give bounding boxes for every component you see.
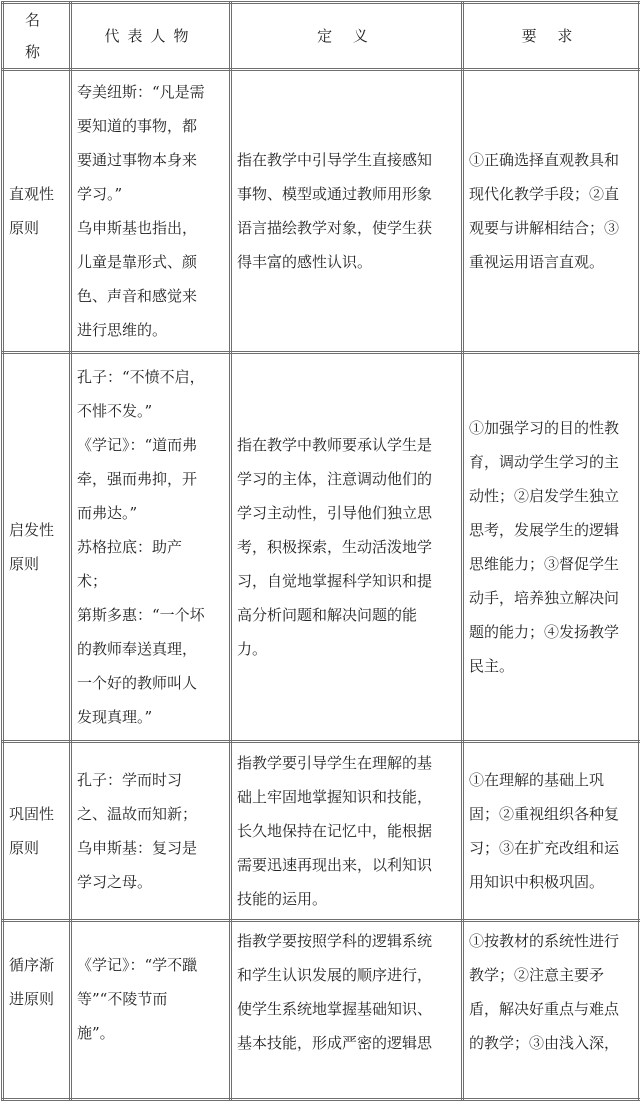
text-line: 高分析问题和解决问题的能 xyxy=(237,606,418,624)
requirements-cell xyxy=(463,70,640,353)
text-line: 孔子：学而时习 xyxy=(77,771,183,789)
representatives-cell xyxy=(71,742,231,921)
representatives-cell xyxy=(71,921,231,1100)
text-line: 不悱不发。” xyxy=(77,402,153,420)
definition-cell xyxy=(231,70,463,353)
text-line: 事物、模型或通过教师用形象 xyxy=(237,185,433,203)
text-line: 施”。 xyxy=(77,1024,115,1042)
text-line: 要知道的事物，都 xyxy=(77,117,198,135)
text-line: 指教学要按照学科的逻辑系统 xyxy=(237,932,433,950)
text-line: 技能的运用。 xyxy=(237,890,328,908)
principle-name-cell xyxy=(3,353,71,742)
text-line: 苏格拉底：助产 xyxy=(77,538,183,556)
text-line: ①加强学习的目的性教 xyxy=(469,419,620,437)
requirements-cell xyxy=(463,742,640,921)
text-line: 观要与讲解相结合；③ xyxy=(469,219,620,237)
text-line: 基本技能，形成严密的逻辑思 xyxy=(237,1034,433,1052)
header-people: 代表人物 xyxy=(71,3,231,70)
definition-cell xyxy=(231,353,463,742)
text-line: 第斯多惠：“一个坏 xyxy=(77,606,205,624)
text-line: 要通过事物本身来 xyxy=(77,151,198,169)
text-line: 进行思维的。 xyxy=(77,321,168,339)
requirements-cell xyxy=(463,921,640,1100)
text-line: 学习主动性，引导他们独立思 xyxy=(237,504,433,522)
principle-name-cell xyxy=(3,70,71,353)
text-line: 需要迅速再现出来，以利知识 xyxy=(237,856,433,874)
text-line: 术； xyxy=(77,572,108,590)
principle-name-line: 原则 xyxy=(9,839,40,857)
principle-name-cell xyxy=(3,742,71,921)
text-line: 的教师奉送真理， xyxy=(77,640,198,658)
text-line: 重视运用语言直观。 xyxy=(469,253,605,271)
text-line: 得丰富的感性认识。 xyxy=(237,253,373,271)
text-line: 现代化教学手段；②直 xyxy=(469,185,620,203)
text-line: 动手，培养独立解决问 xyxy=(469,589,620,607)
principle-name-line: 直观性 xyxy=(9,185,55,203)
text-line: 《学记》：“道而弗 xyxy=(77,436,198,454)
table-row xyxy=(3,353,640,742)
text-line: 一个好的教师叫人 xyxy=(77,674,198,692)
text-line: 儿童是靠形式、颜 xyxy=(77,253,198,271)
requirements-cell xyxy=(463,353,640,742)
text-line: ①在理解的基础上巩 xyxy=(469,771,605,789)
text-line: 夸美纽斯：“凡是需 xyxy=(77,83,205,101)
teaching-principles-table xyxy=(1,1,640,1101)
text-line: 考，积极探索，生动活泼地学 xyxy=(237,538,433,556)
text-line: 发现真理。” xyxy=(77,708,153,726)
definition-cell xyxy=(231,742,463,921)
principle-name-line: 启发性 xyxy=(9,521,55,539)
text-line: 固；②重视组织各种复 xyxy=(469,805,620,823)
text-line: 学习。” xyxy=(77,185,123,203)
text-line: 题的能力；④发扬教学 xyxy=(469,623,620,641)
text-line: 语言描绘教学对象，使学生获 xyxy=(237,219,433,237)
text-line: ①按教材的系统性进行 xyxy=(469,932,620,950)
text-line: 学习的主体，注意调动他们的 xyxy=(237,470,433,488)
text-line: 色、声音和感觉来 xyxy=(77,287,198,305)
header-definition: 定 义 xyxy=(231,3,463,70)
text-line: 动性；②启发学生独立 xyxy=(469,487,620,505)
definition-cell xyxy=(231,921,463,1100)
representatives-cell xyxy=(71,353,231,742)
text-line: 础上牢固地掌握知识和技能， xyxy=(237,788,433,806)
principle-name-line: 巩固性 xyxy=(9,805,55,823)
table-row xyxy=(3,70,640,353)
text-line: 指教学要引导学生在理解的基 xyxy=(237,754,433,772)
text-line: 和学生认识发展的顺序进行， xyxy=(237,966,433,984)
text-line: ①正确选择直观教具和 xyxy=(469,151,620,169)
text-line: 指在教学中引导学生直接感知 xyxy=(237,151,433,169)
representatives-cell xyxy=(71,70,231,353)
text-line: 学习之母。 xyxy=(77,873,153,891)
table-row xyxy=(3,742,640,921)
text-line: 民主。 xyxy=(469,657,515,675)
header-name: 名 称 xyxy=(3,3,71,70)
text-line: 指在教学中教师要承认学生是 xyxy=(237,436,433,454)
text-line: 思考，发展学生的逻辑 xyxy=(469,521,620,539)
text-line: 用知识中积极巩固。 xyxy=(469,873,605,891)
principle-name-cell xyxy=(3,921,71,1100)
table-header-row xyxy=(3,3,640,70)
principle-name-line: 进原则 xyxy=(9,990,55,1008)
text-line: 的教学；③由浅入深， xyxy=(469,1034,620,1052)
text-line: 乌申斯基也指出， xyxy=(77,219,198,237)
text-line: 教学；②注意主要矛 xyxy=(469,966,605,984)
text-line: 乌申斯基：复习是 xyxy=(77,839,198,857)
text-line: 而弗达。” xyxy=(77,504,138,522)
header-requirements: 要 求 xyxy=(463,3,640,70)
text-line: 之、温故而知新； xyxy=(77,805,198,823)
text-line: 习；③在扩充改组和运 xyxy=(469,839,620,857)
principle-name-line: 原则 xyxy=(9,219,40,237)
text-line: 盾，解决好重点与难点 xyxy=(469,1000,620,1018)
text-line: 长久地保持在记忆中，能根据 xyxy=(237,822,433,840)
text-line: 育，调动学生学习的主 xyxy=(469,453,620,471)
text-line: 思维能力；③督促学生 xyxy=(469,555,620,573)
text-line: 孔子：“不愤不启， xyxy=(77,368,205,386)
text-line: 等”“不陵节而 xyxy=(77,990,168,1008)
principle-name-line: 原则 xyxy=(9,555,40,573)
table-row xyxy=(3,921,640,1100)
text-line: 习，自觉地掌握科学知识和提 xyxy=(237,572,433,590)
text-line: 牵，强而弗抑，开 xyxy=(77,470,198,488)
text-line: 《学记》：“学不躐 xyxy=(77,956,198,974)
text-line: 使学生系统地掌握基础知识、 xyxy=(237,1000,433,1018)
text-line: 力。 xyxy=(237,640,268,658)
principle-name-line: 循序渐 xyxy=(9,956,55,974)
